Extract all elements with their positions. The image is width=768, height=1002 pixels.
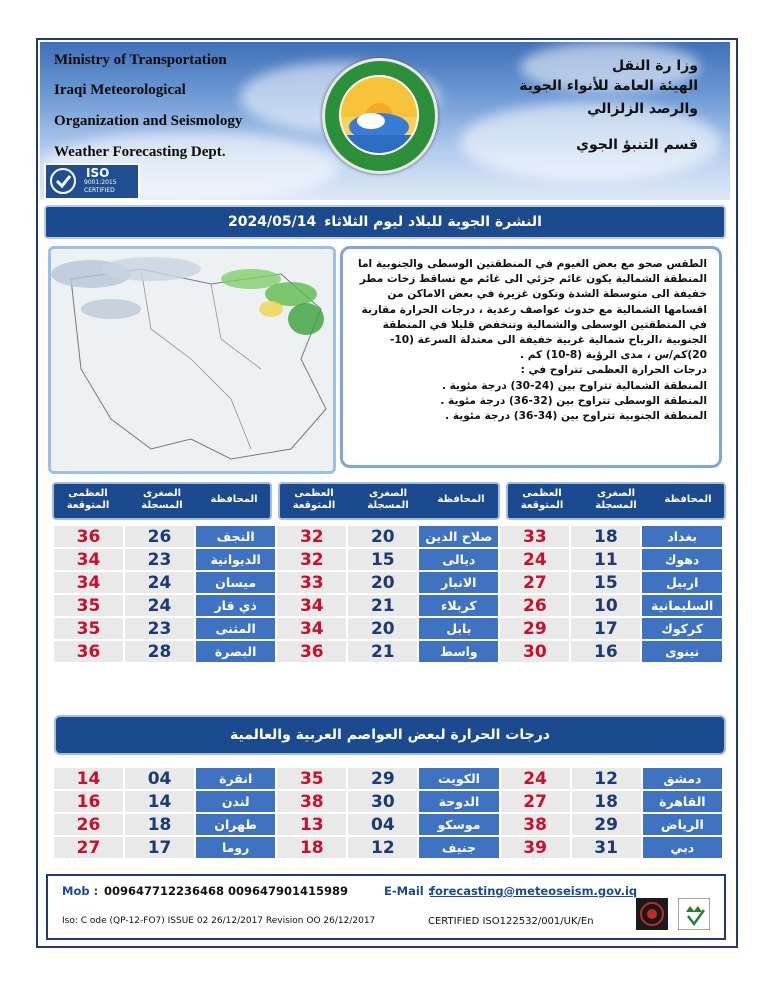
header-en-line-1: Ministry of Transportation [54,52,227,68]
header-min: الصغرى [368,488,408,499]
header-max-sub: المتوقعة [66,500,110,511]
organization-logo [322,58,438,174]
city-name-cell: السليمانية [642,595,722,616]
city-name-cell: بغداد [642,526,722,547]
city-name-cell: دبي [643,837,722,858]
table-row [54,837,722,858]
max-temp-cell: 24 [501,768,570,789]
header-governorate: المحافظة [664,494,712,505]
max-temp-cell: 14 [54,768,123,789]
max-temp-cell: 34 [277,595,346,616]
forecast-text-box [340,246,722,468]
max-temp-cell: 26 [500,595,569,616]
city-name-cell: الدوحة [419,791,498,812]
city-name-cell: الرياض [643,814,722,835]
city-name-cell: صلاح الدين [419,526,498,547]
min-temp-cell: 23 [125,618,194,639]
header-max-sub: المتوقعة [292,500,336,511]
city-name-cell: القاهرة [643,791,722,812]
header-min-sub: المسجلة [141,500,183,511]
header-ar-line-2: الهيئة العامة للأنواء الجوية [519,78,698,94]
max-temp-cell: 33 [500,526,569,547]
max-temp-cell: 38 [501,814,570,835]
max-temp-cell: 38 [277,791,346,812]
forecast-max-title: درجات الحرارة العظمى تتراوح في : [520,364,707,377]
city-name-cell: جنيف [419,837,498,858]
city-name-cell: موسكو [419,814,498,835]
header-max: العظمى [68,488,108,499]
min-temp-cell: 04 [125,768,194,789]
city-name-cell: كركوك [642,618,722,639]
city-name-cell: كربلاء [419,595,498,616]
header-ar-line-3: والرصد الزلزالي [587,101,698,117]
city-name-cell: انقرة [196,768,275,789]
city-name-cell: دمشق [643,768,722,789]
forecast-region-south: المنطقة الجنوبية تتراوح بين (34-36) درجة مئوية . [445,410,707,423]
footer-email-label: E-Mail : [384,884,433,898]
min-temp-cell: 16 [571,641,640,662]
satellite-map [48,246,336,474]
ukas-crown-icon [678,898,710,930]
city-name-cell: البصرة [196,641,275,662]
city-name-cell: الديوانية [196,549,275,570]
min-temp-cell: 30 [348,791,417,812]
capitals-table [52,766,724,860]
min-temp-cell: 24 [125,595,194,616]
capitals-title: درجات الحرارة لبعض العواصم العربية والعالمية [230,727,550,743]
header-max-sub: المتوقعة [520,500,564,511]
max-temp-cell: 27 [501,791,570,812]
city-name-cell: ذي قار [196,595,275,616]
max-temp-cell: 32 [277,549,346,570]
footer-mob: 009647712236468 009647901415989 [104,884,349,898]
max-temp-cell: 36 [54,526,123,547]
header-ar-line-4: قسم التنبؤ الجوي [576,137,698,153]
city-name-cell: نينوى [642,641,722,662]
city-name-cell: الكويت [419,768,498,789]
table-row [54,791,722,812]
table-row [54,814,722,835]
table-row [54,526,722,547]
min-temp-cell: 12 [572,768,641,789]
max-temp-cell: 29 [500,618,569,639]
certification-seal-icon [636,898,668,930]
city-name-cell: واسط [419,641,498,662]
min-temp-cell: 20 [348,618,417,639]
max-temp-cell: 39 [501,837,570,858]
min-temp-cell: 04 [348,814,417,835]
min-temp-cell: 20 [348,526,417,547]
iso-sub: 9001:2015 [84,179,117,186]
table-row [54,618,722,639]
header-en-line-2: Iraqi Meteorological [54,82,186,98]
header-en-line-4: Weather Forecasting Dept. [54,144,226,160]
max-temp-cell: 34 [54,572,123,593]
table-row [54,768,722,789]
table-header-group-right [506,482,726,520]
min-temp-cell: 29 [348,768,417,789]
city-name-cell: بابل [419,618,498,639]
max-temp-cell: 35 [54,595,123,616]
max-temp-cell: 16 [54,791,123,812]
header-min-sub: المسجلة [595,500,637,511]
min-temp-cell: 21 [348,641,417,662]
header-ar-line-1: وزا رة النقل [612,58,698,74]
min-temp-cell: 12 [348,837,417,858]
footer-certified: CERTIFIED ISO122532/001/UK/En [428,916,594,927]
iso-badge [44,163,140,200]
iso-cert: CERTIFIED [84,187,115,194]
table-header-group-middle [278,482,500,520]
bulletin-date: 2024/05/14 [228,214,317,230]
city-name-cell: دهوك [642,549,722,570]
max-temp-cell: 13 [277,814,346,835]
max-temp-cell: 35 [54,618,123,639]
min-temp-cell: 15 [571,572,640,593]
min-temp-cell: 28 [125,641,194,662]
max-temp-cell: 32 [277,526,346,547]
min-temp-cell: 11 [571,549,640,570]
iso-label: ISO [86,166,110,180]
min-temp-cell: 18 [572,791,641,812]
header-min: الصغرى [142,488,182,499]
max-temp-cell: 26 [54,814,123,835]
min-temp-cell: 14 [125,791,194,812]
min-temp-cell: 10 [571,595,640,616]
min-temp-cell: 31 [572,837,641,858]
bulletin-title-bar [44,205,726,239]
max-temp-cell: 27 [54,837,123,858]
header-en-line-3: Organization and Seismology [54,113,243,129]
governorates-table [52,524,724,664]
capitals-title-bar [54,715,726,755]
max-temp-cell: 36 [54,641,123,662]
footer-iso-line: Iso: C ode (QP-12-FO7) ISSUE 02 26/12/2017 Revision OO 26/12/2017 [62,916,376,926]
min-temp-cell: 18 [125,814,194,835]
min-temp-cell: 20 [348,572,417,593]
max-temp-cell: 34 [54,549,123,570]
header-max: العظمى [522,488,562,499]
max-temp-cell: 35 [277,768,346,789]
min-temp-cell: 29 [572,814,641,835]
forecast-region-north: المنطقة الشمالية تتراوح بين (24-30) درجة مئوية . [441,379,707,392]
max-temp-cell: 30 [500,641,569,662]
city-name-cell: المثنى [196,618,275,639]
city-name-cell: لندن [196,791,275,812]
header-governorate: المحافظة [210,494,258,505]
max-temp-cell: 34 [277,618,346,639]
min-temp-cell: 23 [125,549,194,570]
footer-email-link[interactable]: forecasting@meteoseism.gov.iq [430,884,638,898]
header-min: الصغرى [596,488,636,499]
table-row [54,641,722,662]
footer-mob-label: Mob : [62,884,99,898]
table-row [54,572,722,593]
table-row [54,595,722,616]
forecast-region-central: المنطقة الوسطى تتراوح بين (32-36) درجة مئوية . [440,394,707,407]
city-name-cell: طهران [196,814,275,835]
bulletin-title: النشرة الجوية للبلاد ليوم الثلاثاء [324,214,542,230]
max-temp-cell: 24 [500,549,569,570]
max-temp-cell: 27 [500,572,569,593]
table-header-group-left [52,482,272,520]
min-temp-cell: 26 [125,526,194,547]
min-temp-cell: 17 [571,618,640,639]
header-max: العظمى [294,488,334,499]
min-temp-cell: 15 [348,549,417,570]
city-name-cell: ديالى [419,549,498,570]
min-temp-cell: 17 [125,837,194,858]
min-temp-cell: 18 [571,526,640,547]
city-name-cell: ميسان [196,572,275,593]
forecast-paragraph: الطقس صحو مع بعض الغيوم في المنطقتين الوسطى والجنوبية اما المنطقة الشمالية يكون غائم جزئي الى غائم مع تساقط زخات مطر خفيفة الى متوسطة الشدة وتكون غزيرة في بعض الاماكن من اقسامها الشمالية مع حدوث عواصف رعدية ، درجات الحرارة مقاربة في المنطقتين الوسطى والشمالية وتنخفض قليلا في المنطقة الجنوبية ،الرياح شمالية غربية خفيفة الى معتدلة السرعة (10-20)كم/س ، مدى الرؤية (8-10) كم . [358,258,707,362]
footer [46,874,726,940]
max-temp-cell: 18 [277,837,346,858]
table-row [54,549,722,570]
max-temp-cell: 33 [277,572,346,593]
max-temp-cell: 36 [277,641,346,662]
city-name-cell: روما [196,837,275,858]
min-temp-cell: 24 [125,572,194,593]
header-governorate: المحافظة [437,494,485,505]
min-temp-cell: 21 [348,595,417,616]
header-min-sub: المسجلة [367,500,409,511]
city-name-cell: اربيل [642,572,722,593]
city-name-cell: النجف [196,526,275,547]
city-name-cell: الانبار [419,572,498,593]
